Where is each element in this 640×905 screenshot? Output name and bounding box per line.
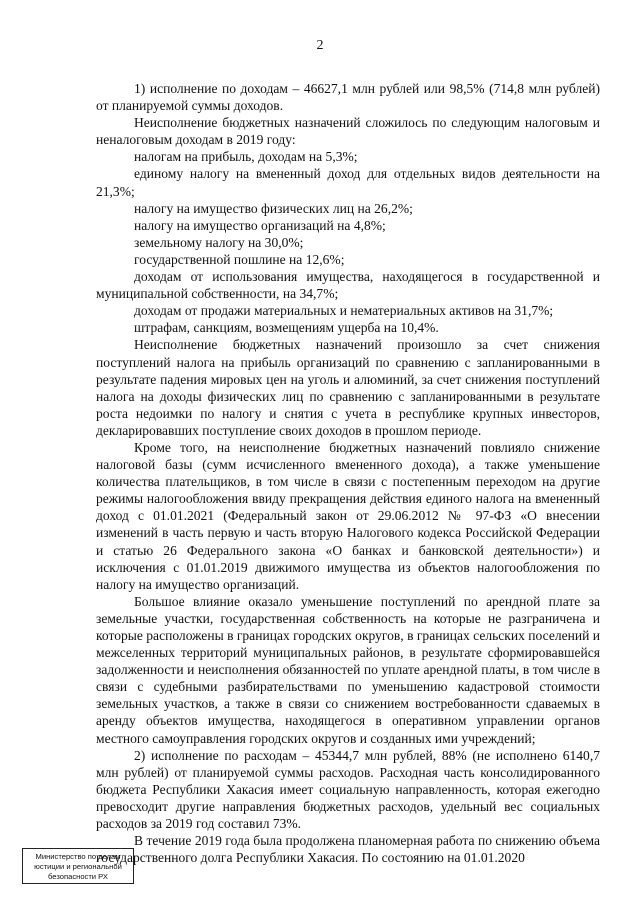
paragraph: В течение 2019 года была продолжена планомерная работа по снижению объема государственного долга Республики Хакасия. По состоянию на 01.01.2020 bbox=[96, 833, 600, 866]
list-item: доходам от продажи материальных и нематериальных активов на 31,7%; bbox=[134, 303, 554, 319]
paragraph: 2) исполнение по расходам – 45344,7 млн рублей, 88% (не исполнено 6140,7 млн рублей) от планируемой суммы расходов. Расходная часть консолидированного бюджета Республики Хакасия имеет социальную направленность, которая ежегодно превосходит другие направления бюджетных расходов, удельный вес социальных расходов за 2019 год составил 73%. bbox=[96, 747, 600, 832]
list-item: налогам на прибыль, доходам на 5,3%; bbox=[134, 149, 358, 165]
paragraph: Неисполнение бюджетных назначений сложилось по следующим налоговым и неналоговым доходам в 2019 году: bbox=[96, 115, 600, 148]
list-item: налогу на имущество физических лиц на 26,2%; bbox=[134, 200, 413, 216]
document-body bbox=[96, 80, 600, 866]
stamp-line: Министерство по делам bbox=[35, 852, 121, 861]
paragraph: Кроме того, на неисполнение бюджетных назначений повлияло снижение налоговой базы (сумм исчисленного вмененного дохода), а также уменьшение количества плательщиков, в том числе в связи с постепенным переходом на другие режимы налогообложения ввиду прекращения действия единого налога на вмененный доход с 01.01.2021 (Федеральный закон от 29.06.2012 № 97-ФЗ «О внесении изменений в часть первую и часть вторую Налогового кодекса Российской Федерации и статью 26 Федерального закона «О банках и банковской деятельности») и исключения с 01.01.2019 движимого имущества из объектов налогообложения по налогу на имущество организаций. bbox=[96, 439, 600, 592]
list-item: земельному налогу на 30,0%; bbox=[134, 234, 304, 250]
list-item: налогу на имущество организаций на 4,8%; bbox=[134, 217, 386, 233]
registration-stamp bbox=[22, 848, 134, 884]
stamp-line: безопасности РХ bbox=[48, 872, 108, 881]
stamp-line: юстиции и региональной bbox=[34, 862, 122, 871]
paragraph: 1) исполнение по доходам – 46627,1 млн рублей или 98,5% (714,8 млн рублей) от планируемой суммы доходов. bbox=[96, 81, 600, 114]
list-item: доходам от использования имущества, находящегося в государственной и муниципальной собственности, на 34,7%; bbox=[96, 269, 600, 302]
page-number: 2 bbox=[316, 38, 324, 53]
paragraph: Большое влияние оказало уменьшение поступлений по арендной плате за земельные участки, государственная собственность на которые не разграничена и которые расположены в границах городских округов, в границах сельских поселений и межселенных территорий муниципальных районов, в результате сформировавшейся задолженности и неисполнения обязанностей по уплате арендной платы, в том числе в связи с судебными разбирательствами по уменьшению кадастровой стоимости земельных участков, а также в связи со снижением востребованности сдаваемых в аренду объектов имущества, находящегося в оперативном управлении органов местного самоуправления городских округов и созданных ими учреждений; bbox=[96, 593, 600, 746]
list-item: единому налогу на вмененный доход для отдельных видов деятельности на 21,3%; bbox=[96, 166, 600, 199]
paragraph: Неисполнение бюджетных назначений произошло за счет снижения поступлений налога на прибыль организаций по сравнению с запланированными в результате падения мировых цен на уголь и алюминий, за счет снижения поступлений налога на доходы физических лиц по сравнению с запланированными в результате роста недоимки по налогу и снятия с учета в республике крупных инвесторов, декларировавших поступление своих доходов в прошлом периоде. bbox=[96, 337, 600, 438]
list-item: штрафам, санкциям, возмещениям ущерба на 10,4%. bbox=[134, 320, 439, 336]
list-item: государственной пошлине на 12,6%; bbox=[134, 251, 345, 267]
